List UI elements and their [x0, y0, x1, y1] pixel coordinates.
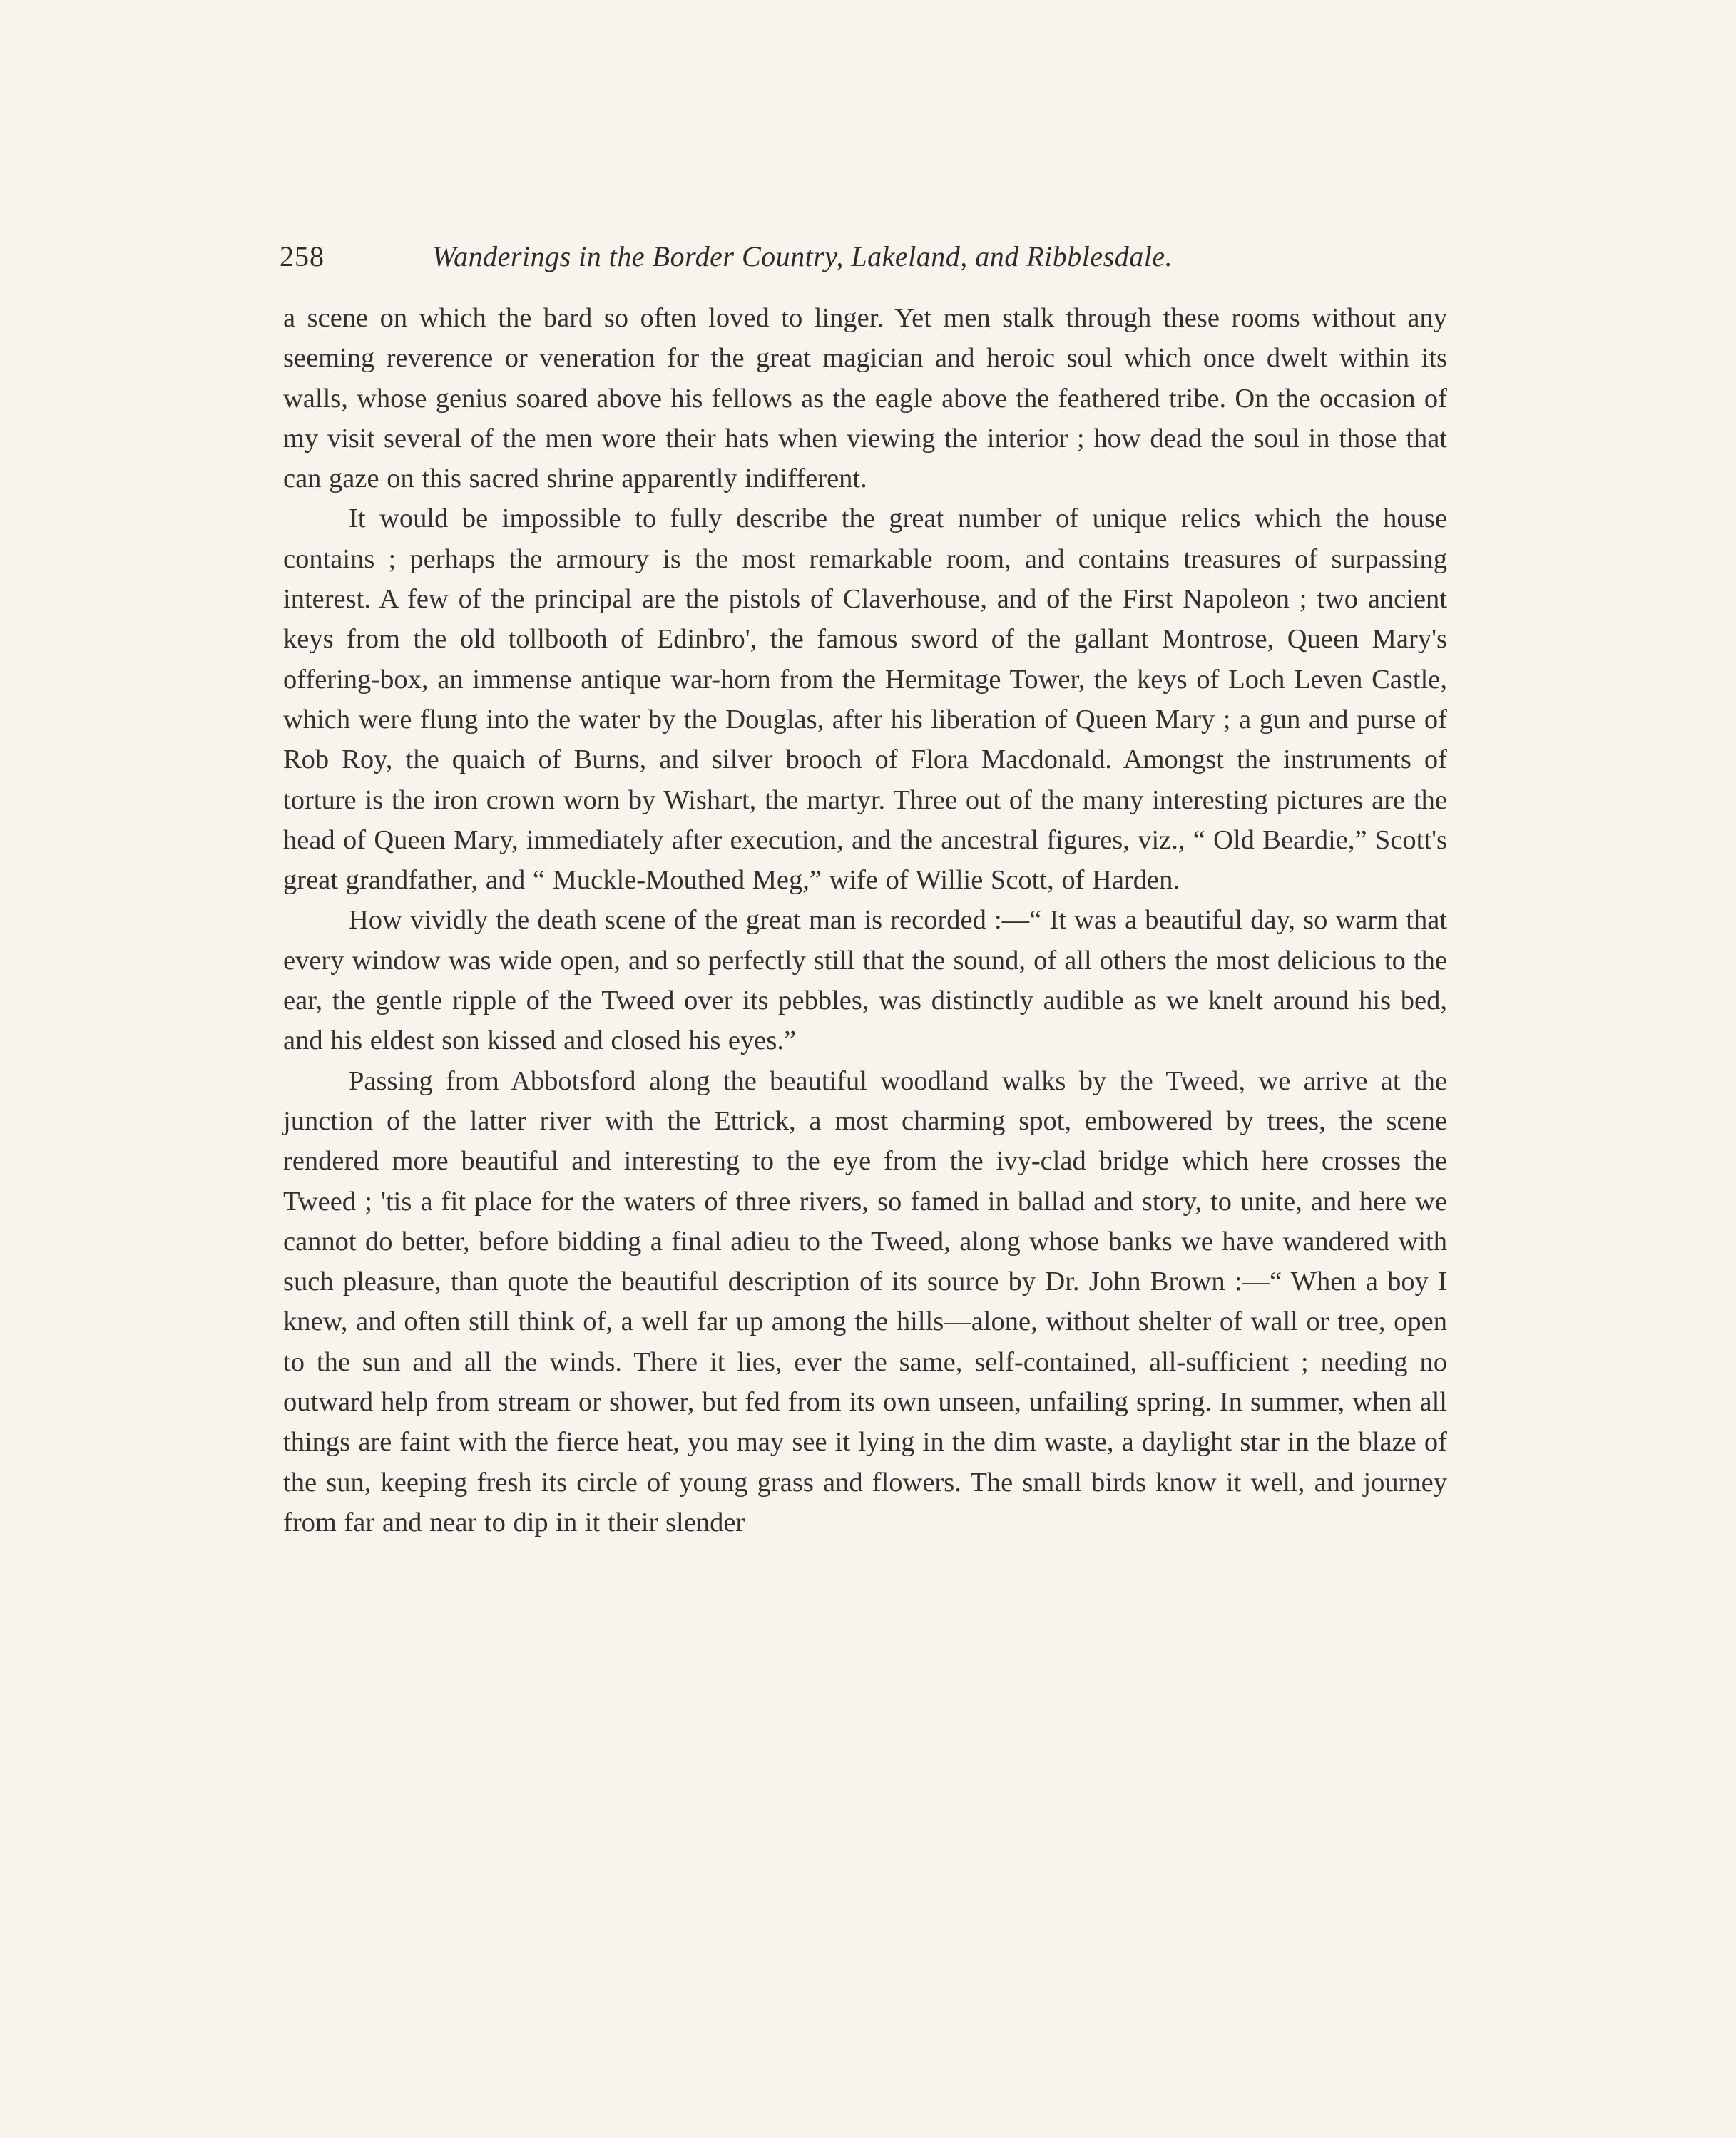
running-head [280, 237, 1446, 277]
body-text [283, 298, 1447, 1543]
page-number: 258 [280, 240, 325, 272]
paragraph-relics: It would be impossible to fully describe the great number of unique relics which the house contains ; perhaps the armoury is the most remarkable room, and contains treasures of surpassing interest. A few of the principal are the pistols of Claverhouse, and of the First Napoleon ; two ancient keys from the old tollbooth of Edinbro', the famous sword of the gallant Montrose, Queen Mary's offering-box, an immense antique war-horn from the Hermitage Tower, the keys of Loch Leven Castle, which were flung into the water by the Douglas, after his liberation of Queen Mary ; a gun and purse of Rob Roy, the quaich of Burns, and silver brooch of Flora Macdonald. Amongst the instruments of torture is the iron crown worn by Wishart, the martyr. Three out of the many interesting pictures are the head of Queen Mary, immediately after execution, and the ancestral figures, viz., “ Old Beardie,” Scott's great grandfather, and “ Muckle-Mouthed Meg,” wife of Willie Scott, of Harden. [283, 503, 1447, 896]
running-title: Wanderings in the Border Country, Lakeland, and Ribblesdale. [432, 240, 1173, 272]
paragraph-tweed-source: Passing from Abbotsford along the beautiful woodland walks by the Tweed, we arrive at the junction of the latter river with the Ettrick, a most charming spot, embowered by trees, the scene rendered more beautiful and interesting to the eye from the ivy-clad bridge which here crosses the Tweed ; 'tis a fit place for the waters of three rivers, so famed in ballad and story, to unite, and here we cannot do better, before bidding a final adieu to the Tweed, along whose banks we have wandered with such pleasure, than quote the beautiful description of its source by Dr. John Brown :—“ When a boy I knew, and often still think of, a well far up among the hills—alone, without shelter of wall or tree, open to the sun and all the winds. There it lies, ever the same, self-contained, all-sufficient ; needing no outward help from stream or shower, but fed from its own unseen, unfailing spring. In summer, when all things are faint with the fierce heat, you may see it lying in the dim waste, a daylight star in the blaze of the sun, keeping fresh its circle of young grass and flowers. The small birds know it well, and journey from far and near to dip in it their slender [283, 1065, 1447, 1538]
paragraph-death-scene: How vividly the death scene of the great man is recorded :—“ It was a beautiful day, so warm that every window was wide open, and so perfectly still that the sound, of all others the most delicious to the ear, the gentle ripple of the Tweed over its pebbles, was distinctly audible as we knelt around his bed, and his eldest son kissed and closed his eyes.” [283, 905, 1447, 1056]
paragraph-continuation: a scene on which the bard so often loved to linger. Yet men stalk through these rooms without any seeming reverence or veneration for the great magician and heroic soul which once dwelt within its walls, whose genius soared above his fellows as the eagle above the feathered tribe. On the occasion of my visit several of the men wore their hats when viewing the interior ; how dead the soul in those that can gaze on this sacred shrine apparently indifferent. [283, 303, 1447, 494]
